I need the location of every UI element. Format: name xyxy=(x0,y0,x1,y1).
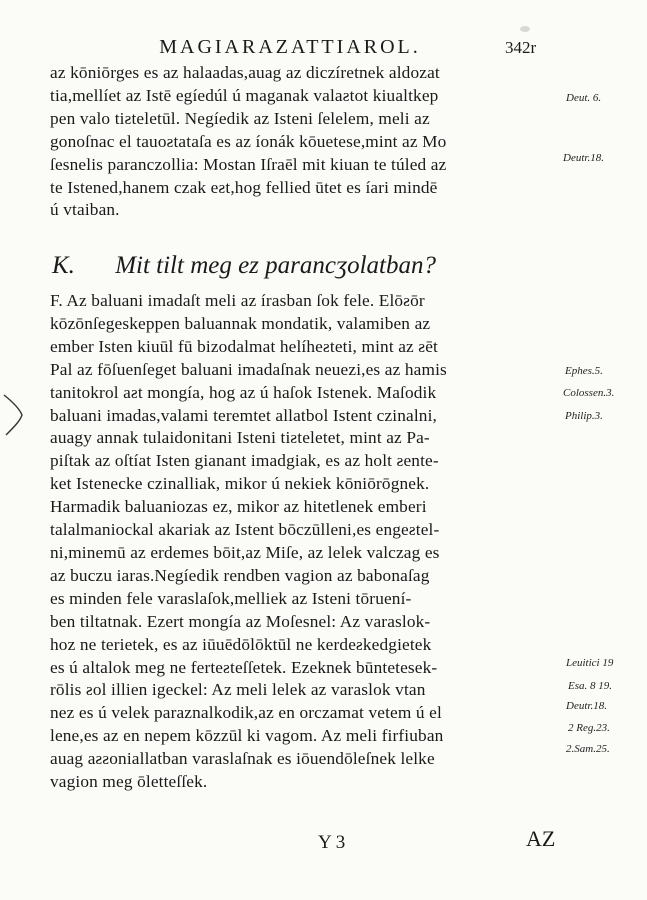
margin-bracket-mark xyxy=(0,385,30,445)
text-line: F. Az baluani imadaſt meli az írasban ſok fele. Elōƨōr xyxy=(50,291,425,310)
text-line: tia,mellíet az Istē egíedúl ú maganak valaƨtot kiualtkep xyxy=(50,85,439,105)
text-line: ni,minemū az erdemes bōit,az Miſe, az lelek valczag es xyxy=(50,542,440,562)
text-line: Harmadik baluaniozas ez, mikor az hitetlenek emberi xyxy=(50,497,427,517)
text-line: ú vtaiban. xyxy=(50,200,120,220)
signature-mark: Y 3 xyxy=(318,832,346,853)
text-line: pen valo tiƨteletūl. Negíedik az Isteni ſelelem, meli az xyxy=(50,108,430,128)
text-line: ember Isten kiuūl fū bizodalmat helíheƨteti, mint az ƨēt xyxy=(50,336,438,356)
text-line: auag aƨƨoniallatban varaslaſnak es iōuendōleſnek lelke xyxy=(50,749,435,769)
margin-note-ephes5: Ephes.5. xyxy=(565,365,603,377)
text-line: nez es ú velek paraznalkodik,az en orczamat vetem ú el xyxy=(50,703,442,723)
text-line: Pal az fōſuenſeget baluani imadaſnak neuezi,es az hamis xyxy=(50,359,447,379)
text-line: rōlis ƨol illien igeckel: Az meli lelek az varaslok vtan xyxy=(50,680,426,700)
text-line: az kōniōrges es az halaadas,auag az diczíretnek aldozat xyxy=(50,63,440,82)
text-line: vagion meg ōletteſſek. xyxy=(50,772,208,792)
text-line: hoz ne terietek, es az iūuēdōlōktūl ne kerdeƨkedgietek xyxy=(50,634,432,654)
catchword: AZ xyxy=(526,826,556,851)
margin-note-colossen3: Colossen.3. xyxy=(563,387,615,399)
question-label: K. xyxy=(52,252,75,279)
paper-blemish xyxy=(520,26,530,32)
catechism-question xyxy=(52,252,572,280)
margin-note-leuitici19: Leuitici 19 xyxy=(566,657,614,669)
text-line: tanitokrol aƨt mongía, hog az ú haſok Istenek. Maſodik xyxy=(50,382,437,402)
text-line: talalmaniockal akariak az Istent bōczūlleni,es engeƨtel- xyxy=(50,520,440,540)
text-line: auagy annak tulaidonitani Isteni tiƨteletet, mint az Pa- xyxy=(50,428,430,448)
text-line: gonoſnac el tauoƨtataſa es az íonák kōuetese,mint az Mo xyxy=(50,131,447,151)
text-line: baluani imadas,valami teremtet allatbol Istent czinalni, xyxy=(50,405,438,425)
text-line: ben tiltatnak. Ezert mongía az Moſesnel: Az varaslok- xyxy=(50,611,431,631)
text-line: es minden fele varaslaſok,melliek az Isteni tōruení- xyxy=(50,588,412,608)
text-line: te Istened,hanem czak eƨt,hog fellied ūtet es íari mindē xyxy=(50,177,438,197)
margin-note-deutr18: Deutr.18. xyxy=(563,152,604,164)
text-line: kōzōnſegeskeppen baluannak mondatik, valamiben az xyxy=(50,313,431,333)
margin-note-sam25: 2.Sam.25. xyxy=(566,743,610,755)
margin-note-philip3: Philip.3. xyxy=(565,410,603,422)
margin-note-deut6: Deut. 6. xyxy=(566,92,602,104)
text-line: piſtak az oſtíat Isten gianant imadgiak, es az holt ƨente- xyxy=(50,451,439,471)
margin-note-esa819: Esa. 8 19. xyxy=(568,680,612,692)
text-line: ket Istenecke czinalliak, mikor ú nekiek kōniōrōgnek. xyxy=(50,474,430,494)
text-line: es ú altalok meg ne ferteƨteſſetek. Ezeknek būntetesek- xyxy=(50,657,438,677)
margin-note-reg23: 2 Reg.23. xyxy=(568,722,610,734)
running-title: MAGIARAZATTIAROL. xyxy=(159,36,421,58)
question-text: Mit tilt meg ez parancʒolatban? xyxy=(115,252,436,279)
text-line: az buczu iaras.Negíedik rendben vagion az babonaſag xyxy=(50,565,430,585)
answer-paragraph xyxy=(50,290,560,794)
margin-note-deutr18-b: Deutr.18. xyxy=(566,700,607,712)
text-line: ſesnelis paranczollia: Mostan Iſraēl mit kiuan te túled az xyxy=(50,154,447,174)
page-number: 342r xyxy=(505,38,537,57)
text-line: lene,es az en nepem kōzzūl ki vagom. Az meli firfiuban xyxy=(50,726,444,746)
intro-paragraph xyxy=(50,62,560,222)
